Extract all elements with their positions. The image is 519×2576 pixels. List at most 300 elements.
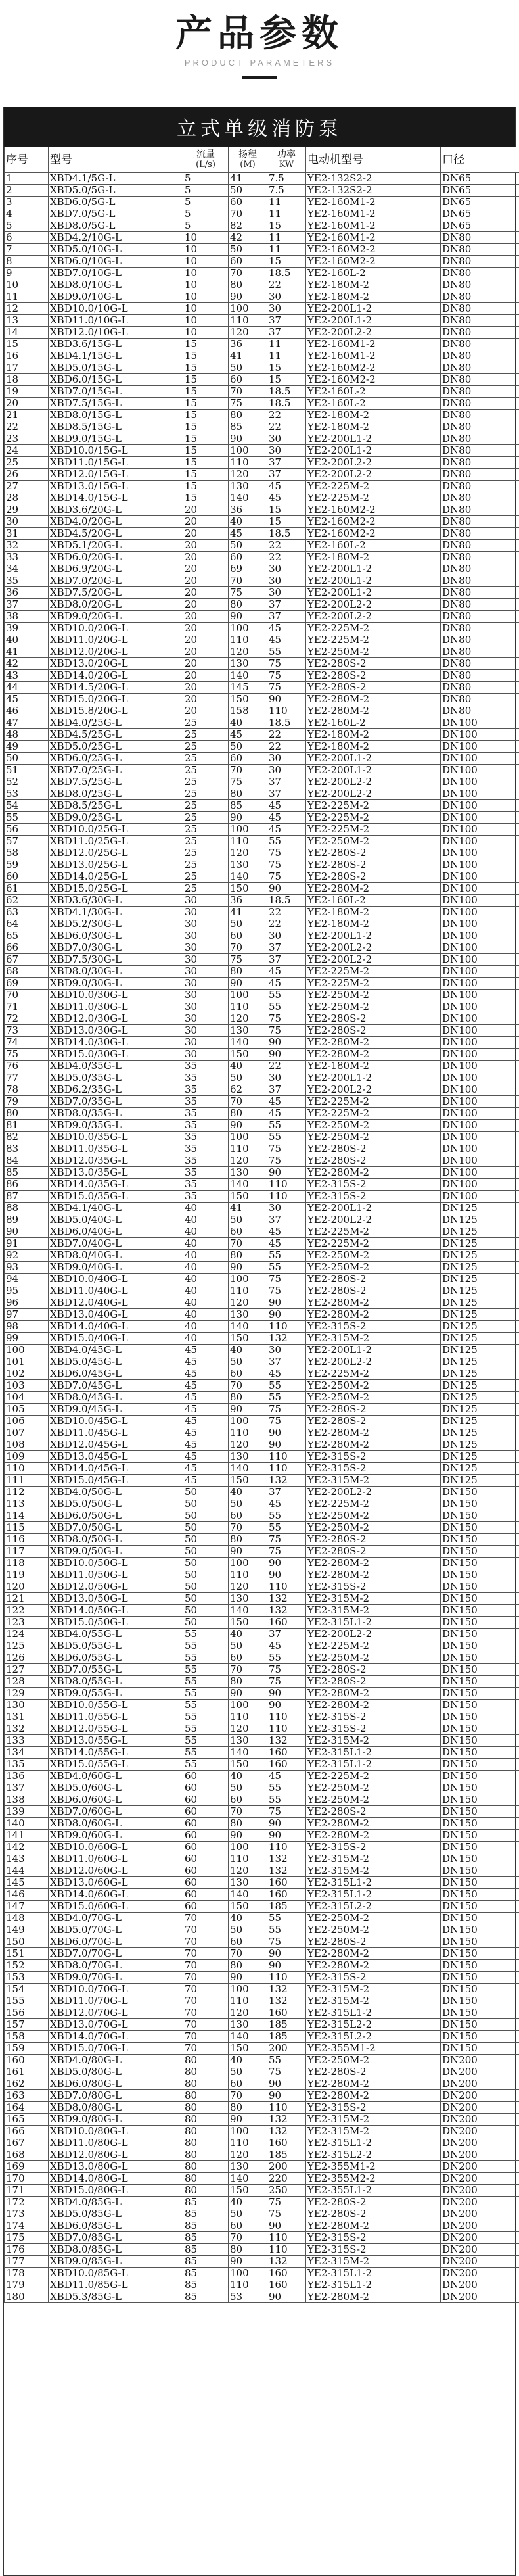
cell-power: 37 — [267, 327, 306, 339]
cell-caliber: DN150 — [441, 1948, 519, 1960]
table-row — [5, 208, 519, 220]
cell-head: 120 — [229, 1581, 267, 1593]
cell-motor: YE2-250M-2 — [306, 1652, 441, 1664]
cell-caliber: DN150 — [441, 1913, 519, 1924]
cell-caliber: DN80 — [441, 623, 519, 634]
cell-power: 30 — [267, 433, 306, 445]
cell-head: 80 — [229, 1108, 267, 1120]
cell-caliber: DN150 — [441, 1889, 519, 1901]
cell-flow: 35 — [183, 1096, 229, 1108]
cell-caliber: DN100 — [441, 836, 519, 847]
table-row — [5, 765, 519, 776]
cell-flow: 15 — [183, 374, 229, 386]
cell-motor: YE2-250M-2 — [306, 1522, 441, 1534]
cell-motor: YE2-315L1-2 — [306, 2137, 441, 2149]
table-row — [5, 2019, 519, 2031]
cell-model: XBD6.0/50G-L — [49, 1510, 183, 1522]
cell-power: 132 — [267, 1865, 306, 1877]
cell-flow: 55 — [183, 1711, 229, 1723]
table-row — [5, 658, 519, 670]
table-row — [5, 682, 519, 694]
cell-index: 109 — [5, 1451, 49, 1463]
cell-power: 75 — [267, 1936, 306, 1948]
cell-caliber: DN65 — [441, 220, 519, 232]
cell-model: XBD6.0/60G-L — [49, 1794, 183, 1806]
cell-caliber: DN100 — [441, 812, 519, 824]
cell-index: 75 — [5, 1049, 49, 1061]
cell-head: 70 — [229, 386, 267, 398]
cell-head: 60 — [229, 930, 267, 942]
cell-model: XBD9.0/20G-L — [49, 611, 183, 623]
cell-motor: YE2-225M-2 — [306, 1368, 441, 1380]
cell-flow: 85 — [183, 2208, 229, 2220]
cell-model: XBD7.5/25G-L — [49, 776, 183, 788]
cell-head: 80 — [229, 1960, 267, 1972]
cell-index: 131 — [5, 1711, 49, 1723]
table-row — [5, 1463, 519, 1475]
cell-index: 168 — [5, 2149, 49, 2161]
cell-power: 11 — [267, 339, 306, 350]
cell-power: 90 — [267, 1948, 306, 1960]
table-row — [5, 1913, 519, 1924]
cell-caliber: DN80 — [441, 410, 519, 421]
cell-head: 90 — [229, 2114, 267, 2126]
cell-model: XBD9.0/50G-L — [49, 1546, 183, 1558]
cell-head: 120 — [229, 327, 267, 339]
cell-motor: YE2-200L2-2 — [306, 776, 441, 788]
table-row — [5, 410, 519, 421]
cell-power: 55 — [267, 1913, 306, 1924]
cell-model: XBD8.0/20G-L — [49, 599, 183, 611]
cell-head: 50 — [229, 1782, 267, 1794]
table-row — [5, 611, 519, 623]
cell-head: 60 — [229, 1226, 267, 1238]
cell-caliber: DN150 — [441, 1569, 519, 1581]
cell-index: 162 — [5, 2078, 49, 2090]
cell-caliber: DN100 — [441, 1013, 519, 1025]
cell-flow: 60 — [183, 1842, 229, 1853]
cell-flow: 35 — [183, 1143, 229, 1155]
table-row — [5, 1285, 519, 1297]
cell-flow: 60 — [183, 1853, 229, 1865]
table-row — [5, 2102, 519, 2114]
cell-model: XBD6.0/55G-L — [49, 1652, 183, 1664]
cell-motor: YE2-250M-2 — [306, 1794, 441, 1806]
cell-power: 160 — [267, 1747, 306, 1759]
cell-flow: 60 — [183, 1782, 229, 1794]
cell-power: 45 — [267, 824, 306, 836]
cell-index: 49 — [5, 741, 49, 753]
cell-power: 160 — [267, 2279, 306, 2291]
table-row — [5, 1901, 519, 1913]
cell-model: XBD14.0/45G-L — [49, 1463, 183, 1475]
cell-index: 34 — [5, 563, 49, 575]
table-row — [5, 1356, 519, 1368]
cell-motor: YE2-280S-2 — [306, 1274, 441, 1285]
cell-flow: 15 — [183, 386, 229, 398]
cell-caliber: DN125 — [441, 1203, 519, 1214]
cell-model: XBD10.0/85G-L — [49, 2268, 183, 2279]
table-row — [5, 871, 519, 883]
cell-caliber: DN125 — [441, 1226, 519, 1238]
cell-power: 75 — [267, 2208, 306, 2220]
cell-caliber: DN125 — [441, 1309, 519, 1321]
cell-power: 55 — [267, 1392, 306, 1404]
cell-flow: 20 — [183, 634, 229, 646]
cell-power: 75 — [267, 1404, 306, 1416]
table-row — [5, 717, 519, 729]
cell-power: 110 — [267, 1179, 306, 1191]
cell-head: 80 — [229, 1534, 267, 1546]
cell-model: XBD4.0/85G-L — [49, 2197, 183, 2208]
cell-head: 150 — [229, 694, 267, 705]
cell-motor: YE2-200L2-2 — [306, 954, 441, 966]
cell-power: 55 — [267, 1250, 306, 1262]
cell-power: 110 — [267, 2232, 306, 2244]
cell-flow: 35 — [183, 1191, 229, 1203]
cell-model: XBD13.0/35G-L — [49, 1167, 183, 1179]
cell-model: XBD10.0/20G-L — [49, 623, 183, 634]
cell-motor: YE2-280M-2 — [306, 2078, 441, 2090]
cell-caliber: DN150 — [441, 1723, 519, 1735]
cell-caliber: DN200 — [441, 2185, 519, 2197]
cell-model: XBD14.0/20G-L — [49, 670, 183, 682]
cell-model: XBD12.0/20G-L — [49, 646, 183, 658]
cell-motor: YE2-315M-2 — [306, 1593, 441, 1605]
cell-head: 150 — [229, 1191, 267, 1203]
cell-model: XBD8.0/30G-L — [49, 966, 183, 978]
cell-flow: 50 — [183, 1522, 229, 1534]
cell-head: 70 — [229, 2232, 267, 2244]
cell-caliber: DN125 — [441, 1214, 519, 1226]
cell-model: XBD4.0/25G-L — [49, 717, 183, 729]
cell-caliber: DN150 — [441, 1830, 519, 1842]
cell-flow: 30 — [183, 1013, 229, 1025]
cell-flow: 20 — [183, 682, 229, 694]
cell-index: 54 — [5, 800, 49, 812]
table-row — [5, 563, 519, 575]
cell-head: 120 — [229, 2007, 267, 2019]
cell-flow: 40 — [183, 1238, 229, 1250]
cell-power: 30 — [267, 1345, 306, 1356]
cell-caliber: DN80 — [441, 256, 519, 268]
cell-motor: YE2-160L-2 — [306, 540, 441, 552]
cell-caliber: DN125 — [441, 1427, 519, 1439]
cell-caliber: DN100 — [441, 717, 519, 729]
cell-motor: YE2-180M-2 — [306, 552, 441, 563]
cell-head: 90 — [229, 2256, 267, 2268]
cell-model: XBD12.0/40G-L — [49, 1297, 183, 1309]
cell-caliber: DN150 — [441, 1877, 519, 1889]
cell-caliber: DN150 — [441, 1558, 519, 1569]
cell-caliber: DN150 — [441, 1901, 519, 1913]
cell-motor: YE2-315M-2 — [306, 1735, 441, 1747]
cell-motor: YE2-315M-2 — [306, 2114, 441, 2126]
cell-index: 5 — [5, 220, 49, 232]
table-row — [5, 2220, 519, 2232]
cell-flow: 50 — [183, 1605, 229, 1617]
cell-flow: 40 — [183, 1333, 229, 1345]
cell-caliber: DN100 — [441, 741, 519, 753]
cell-caliber: DN80 — [441, 244, 519, 256]
table-row — [5, 2043, 519, 2055]
table-row — [5, 256, 519, 268]
cell-motor: YE2-250M-2 — [306, 1924, 441, 1936]
cell-head: 130 — [229, 859, 267, 871]
cell-index: 122 — [5, 1605, 49, 1617]
cell-head: 100 — [229, 1984, 267, 1995]
cell-flow: 55 — [183, 1700, 229, 1711]
cell-power: 160 — [267, 2268, 306, 2279]
cell-head: 110 — [229, 1569, 267, 1581]
cell-model: XBD11.0/15G-L — [49, 457, 183, 469]
cell-motor: YE2-355M1-2 — [306, 2043, 441, 2055]
table-row — [5, 883, 519, 895]
cell-caliber: DN80 — [441, 279, 519, 291]
cell-head: 60 — [229, 197, 267, 208]
cell-model: XBD15.0/25G-L — [49, 883, 183, 895]
cell-head: 40 — [229, 1771, 267, 1782]
cell-motor: YE2-315S-2 — [306, 1723, 441, 1735]
cell-flow: 30 — [183, 918, 229, 930]
table-row — [5, 1167, 519, 1179]
table-row — [5, 1096, 519, 1108]
cell-caliber: DN150 — [441, 1924, 519, 1936]
cell-flow: 80 — [183, 2173, 229, 2185]
table-row — [5, 966, 519, 978]
cell-index: 176 — [5, 2244, 49, 2256]
cell-motor: YE2-200L1-2 — [306, 303, 441, 315]
cell-head: 70 — [229, 268, 267, 279]
cell-power: 55 — [267, 990, 306, 1001]
cell-flow: 20 — [183, 563, 229, 575]
cell-index: 178 — [5, 2268, 49, 2279]
cell-power: 185 — [267, 1901, 306, 1913]
cell-caliber: DN150 — [441, 1688, 519, 1700]
cell-index: 61 — [5, 883, 49, 895]
cell-power: 110 — [267, 2102, 306, 2114]
table-row — [5, 492, 519, 504]
cell-flow: 50 — [183, 1569, 229, 1581]
cell-power: 22 — [267, 421, 306, 433]
table-row — [5, 575, 519, 587]
cell-model: XBD6.0/20G-L — [49, 552, 183, 563]
table-row — [5, 291, 519, 303]
cell-model: XBD6.0/80G-L — [49, 2078, 183, 2090]
cell-model: XBD6.0/45G-L — [49, 1368, 183, 1380]
cell-power: 90 — [267, 1700, 306, 1711]
cell-caliber: DN80 — [441, 315, 519, 327]
cell-model: XBD10.0/50G-L — [49, 1558, 183, 1569]
cell-head: 130 — [229, 481, 267, 492]
table-row — [5, 1061, 519, 1072]
cell-motor: YE2-315S-2 — [306, 2244, 441, 2256]
table-row — [5, 315, 519, 327]
cell-power: 90 — [267, 1167, 306, 1179]
cell-head: 41 — [229, 173, 267, 185]
col-header-motor: 电动机型号 — [306, 147, 441, 173]
cell-caliber: DN80 — [441, 563, 519, 575]
cell-index: 104 — [5, 1392, 49, 1404]
cell-model: XBD13.0/40G-L — [49, 1309, 183, 1321]
cell-motor: YE2-280S-2 — [306, 1013, 441, 1025]
cell-caliber: DN100 — [441, 1001, 519, 1013]
cell-caliber: DN80 — [441, 670, 519, 682]
cell-head: 70 — [229, 942, 267, 954]
cell-flow: 80 — [183, 2161, 229, 2173]
cell-caliber: DN125 — [441, 1404, 519, 1416]
cell-index: 167 — [5, 2137, 49, 2149]
cell-head: 40 — [229, 516, 267, 528]
cell-head: 80 — [229, 2244, 267, 2256]
table-row — [5, 1640, 519, 1652]
cell-power: 90 — [267, 883, 306, 895]
cell-caliber: DN150 — [441, 1747, 519, 1759]
table-row — [5, 1771, 519, 1782]
cell-power: 110 — [267, 1321, 306, 1333]
cell-motor: YE2-160M1-2 — [306, 339, 441, 350]
cell-caliber: DN80 — [441, 516, 519, 528]
cell-index: 117 — [5, 1546, 49, 1558]
cell-model: XBD11.0/40G-L — [49, 1285, 183, 1297]
cell-motor: YE2-315M-2 — [306, 1853, 441, 1865]
table-row — [5, 1025, 519, 1037]
cell-flow: 35 — [183, 1179, 229, 1191]
cell-caliber: DN100 — [441, 978, 519, 990]
cell-motor: YE2-225M-2 — [306, 1771, 441, 1782]
cell-model: XBD6.0/10G-L — [49, 256, 183, 268]
cell-caliber: DN80 — [441, 694, 519, 705]
cell-flow: 40 — [183, 1250, 229, 1262]
cell-model: XBD15.0/60G-L — [49, 1901, 183, 1913]
cell-power: 132 — [267, 1593, 306, 1605]
cell-model: XBD4.5/20G-L — [49, 528, 183, 540]
cell-index: 81 — [5, 1120, 49, 1132]
cell-caliber: DN150 — [441, 2043, 519, 2055]
cell-model: XBD9.0/80G-L — [49, 2114, 183, 2126]
cell-power: 90 — [267, 1439, 306, 1451]
cell-index: 96 — [5, 1297, 49, 1309]
cell-power: 37 — [267, 788, 306, 800]
cell-caliber: DN125 — [441, 1475, 519, 1487]
cell-index: 83 — [5, 1143, 49, 1155]
cell-caliber: DN125 — [441, 1345, 519, 1356]
cell-head: 110 — [229, 2137, 267, 2149]
cell-caliber: DN150 — [441, 1853, 519, 1865]
cell-motor: YE2-280M-2 — [306, 1688, 441, 1700]
cell-model: XBD5.0/85G-L — [49, 2208, 183, 2220]
cell-index: 44 — [5, 682, 49, 694]
cell-head: 110 — [229, 1001, 267, 1013]
cell-flow: 60 — [183, 1818, 229, 1830]
cell-head: 62 — [229, 1084, 267, 1096]
cell-index: 180 — [5, 2291, 49, 2303]
col-header-caliber: 口径 — [441, 147, 519, 173]
table-row — [5, 587, 519, 599]
cell-head: 80 — [229, 1676, 267, 1688]
cell-model: XBD9.0/15G-L — [49, 433, 183, 445]
cell-motor: YE2-160L-2 — [306, 717, 441, 729]
cell-index: 98 — [5, 1321, 49, 1333]
cell-flow: 45 — [183, 1475, 229, 1487]
cell-caliber: DN100 — [441, 990, 519, 1001]
cell-model: XBD8.0/80G-L — [49, 2102, 183, 2114]
cell-flow: 30 — [183, 1037, 229, 1049]
cell-power: 22 — [267, 540, 306, 552]
cell-model: XBD7.0/85G-L — [49, 2232, 183, 2244]
cell-index: 37 — [5, 599, 49, 611]
table-row — [5, 1842, 519, 1853]
cell-head: 120 — [229, 469, 267, 481]
cell-model: XBD6.0/5G-L — [49, 197, 183, 208]
cell-index: 68 — [5, 966, 49, 978]
cell-power: 18.5 — [267, 386, 306, 398]
cell-model: XBD7.0/35G-L — [49, 1096, 183, 1108]
cell-caliber: DN200 — [441, 2161, 519, 2173]
cell-caliber: DN100 — [441, 1049, 519, 1061]
cell-caliber: DN200 — [441, 2256, 519, 2268]
cell-motor: YE2-315S-2 — [306, 1321, 441, 1333]
cell-motor: YE2-250M-2 — [306, 1250, 441, 1262]
table-row — [5, 232, 519, 244]
cell-index: 70 — [5, 990, 49, 1001]
cell-power: 75 — [267, 1416, 306, 1427]
cell-model: XBD11.0/45G-L — [49, 1427, 183, 1439]
cell-flow: 15 — [183, 433, 229, 445]
cell-motor: YE2-315L1-2 — [306, 1617, 441, 1629]
cell-caliber: DN150 — [441, 2019, 519, 2031]
cell-motor: YE2-225M-2 — [306, 1238, 441, 1250]
cell-index: 151 — [5, 1948, 49, 1960]
cell-power: 110 — [267, 1451, 306, 1463]
cell-head: 110 — [229, 634, 267, 646]
cell-power: 75 — [267, 1806, 306, 1818]
cell-index: 14 — [5, 327, 49, 339]
cell-flow: 10 — [183, 232, 229, 244]
cell-power: 22 — [267, 741, 306, 753]
cell-index: 21 — [5, 410, 49, 421]
cell-head: 130 — [229, 1167, 267, 1179]
cell-head: 80 — [229, 599, 267, 611]
table-row — [5, 362, 519, 374]
table-row — [5, 741, 519, 753]
cell-flow: 80 — [183, 2102, 229, 2114]
cell-head: 90 — [229, 978, 267, 990]
cell-index: 137 — [5, 1782, 49, 1794]
cell-model: XBD11.0/30G-L — [49, 1001, 183, 1013]
cell-model: XBD15.0/70G-L — [49, 2043, 183, 2055]
cell-power: 55 — [267, 646, 306, 658]
cell-head: 50 — [229, 1214, 267, 1226]
cell-caliber: DN200 — [441, 2078, 519, 2090]
table-row — [5, 824, 519, 836]
cell-flow: 50 — [183, 1534, 229, 1546]
cell-power: 90 — [267, 1818, 306, 1830]
cell-flow: 55 — [183, 1629, 229, 1640]
table-row — [5, 386, 519, 398]
cell-model: XBD4.0/70G-L — [49, 1913, 183, 1924]
table-row — [5, 1321, 519, 1333]
cell-caliber: DN80 — [441, 398, 519, 410]
cell-power: 75 — [267, 1546, 306, 1558]
table-row — [5, 907, 519, 918]
cell-head: 40 — [229, 1487, 267, 1498]
cell-model: XBD4.1/30G-L — [49, 907, 183, 918]
cell-caliber: DN100 — [441, 753, 519, 765]
cell-flow: 15 — [183, 410, 229, 421]
cell-motor: YE2-200L2-2 — [306, 788, 441, 800]
cell-flow: 55 — [183, 1676, 229, 1688]
